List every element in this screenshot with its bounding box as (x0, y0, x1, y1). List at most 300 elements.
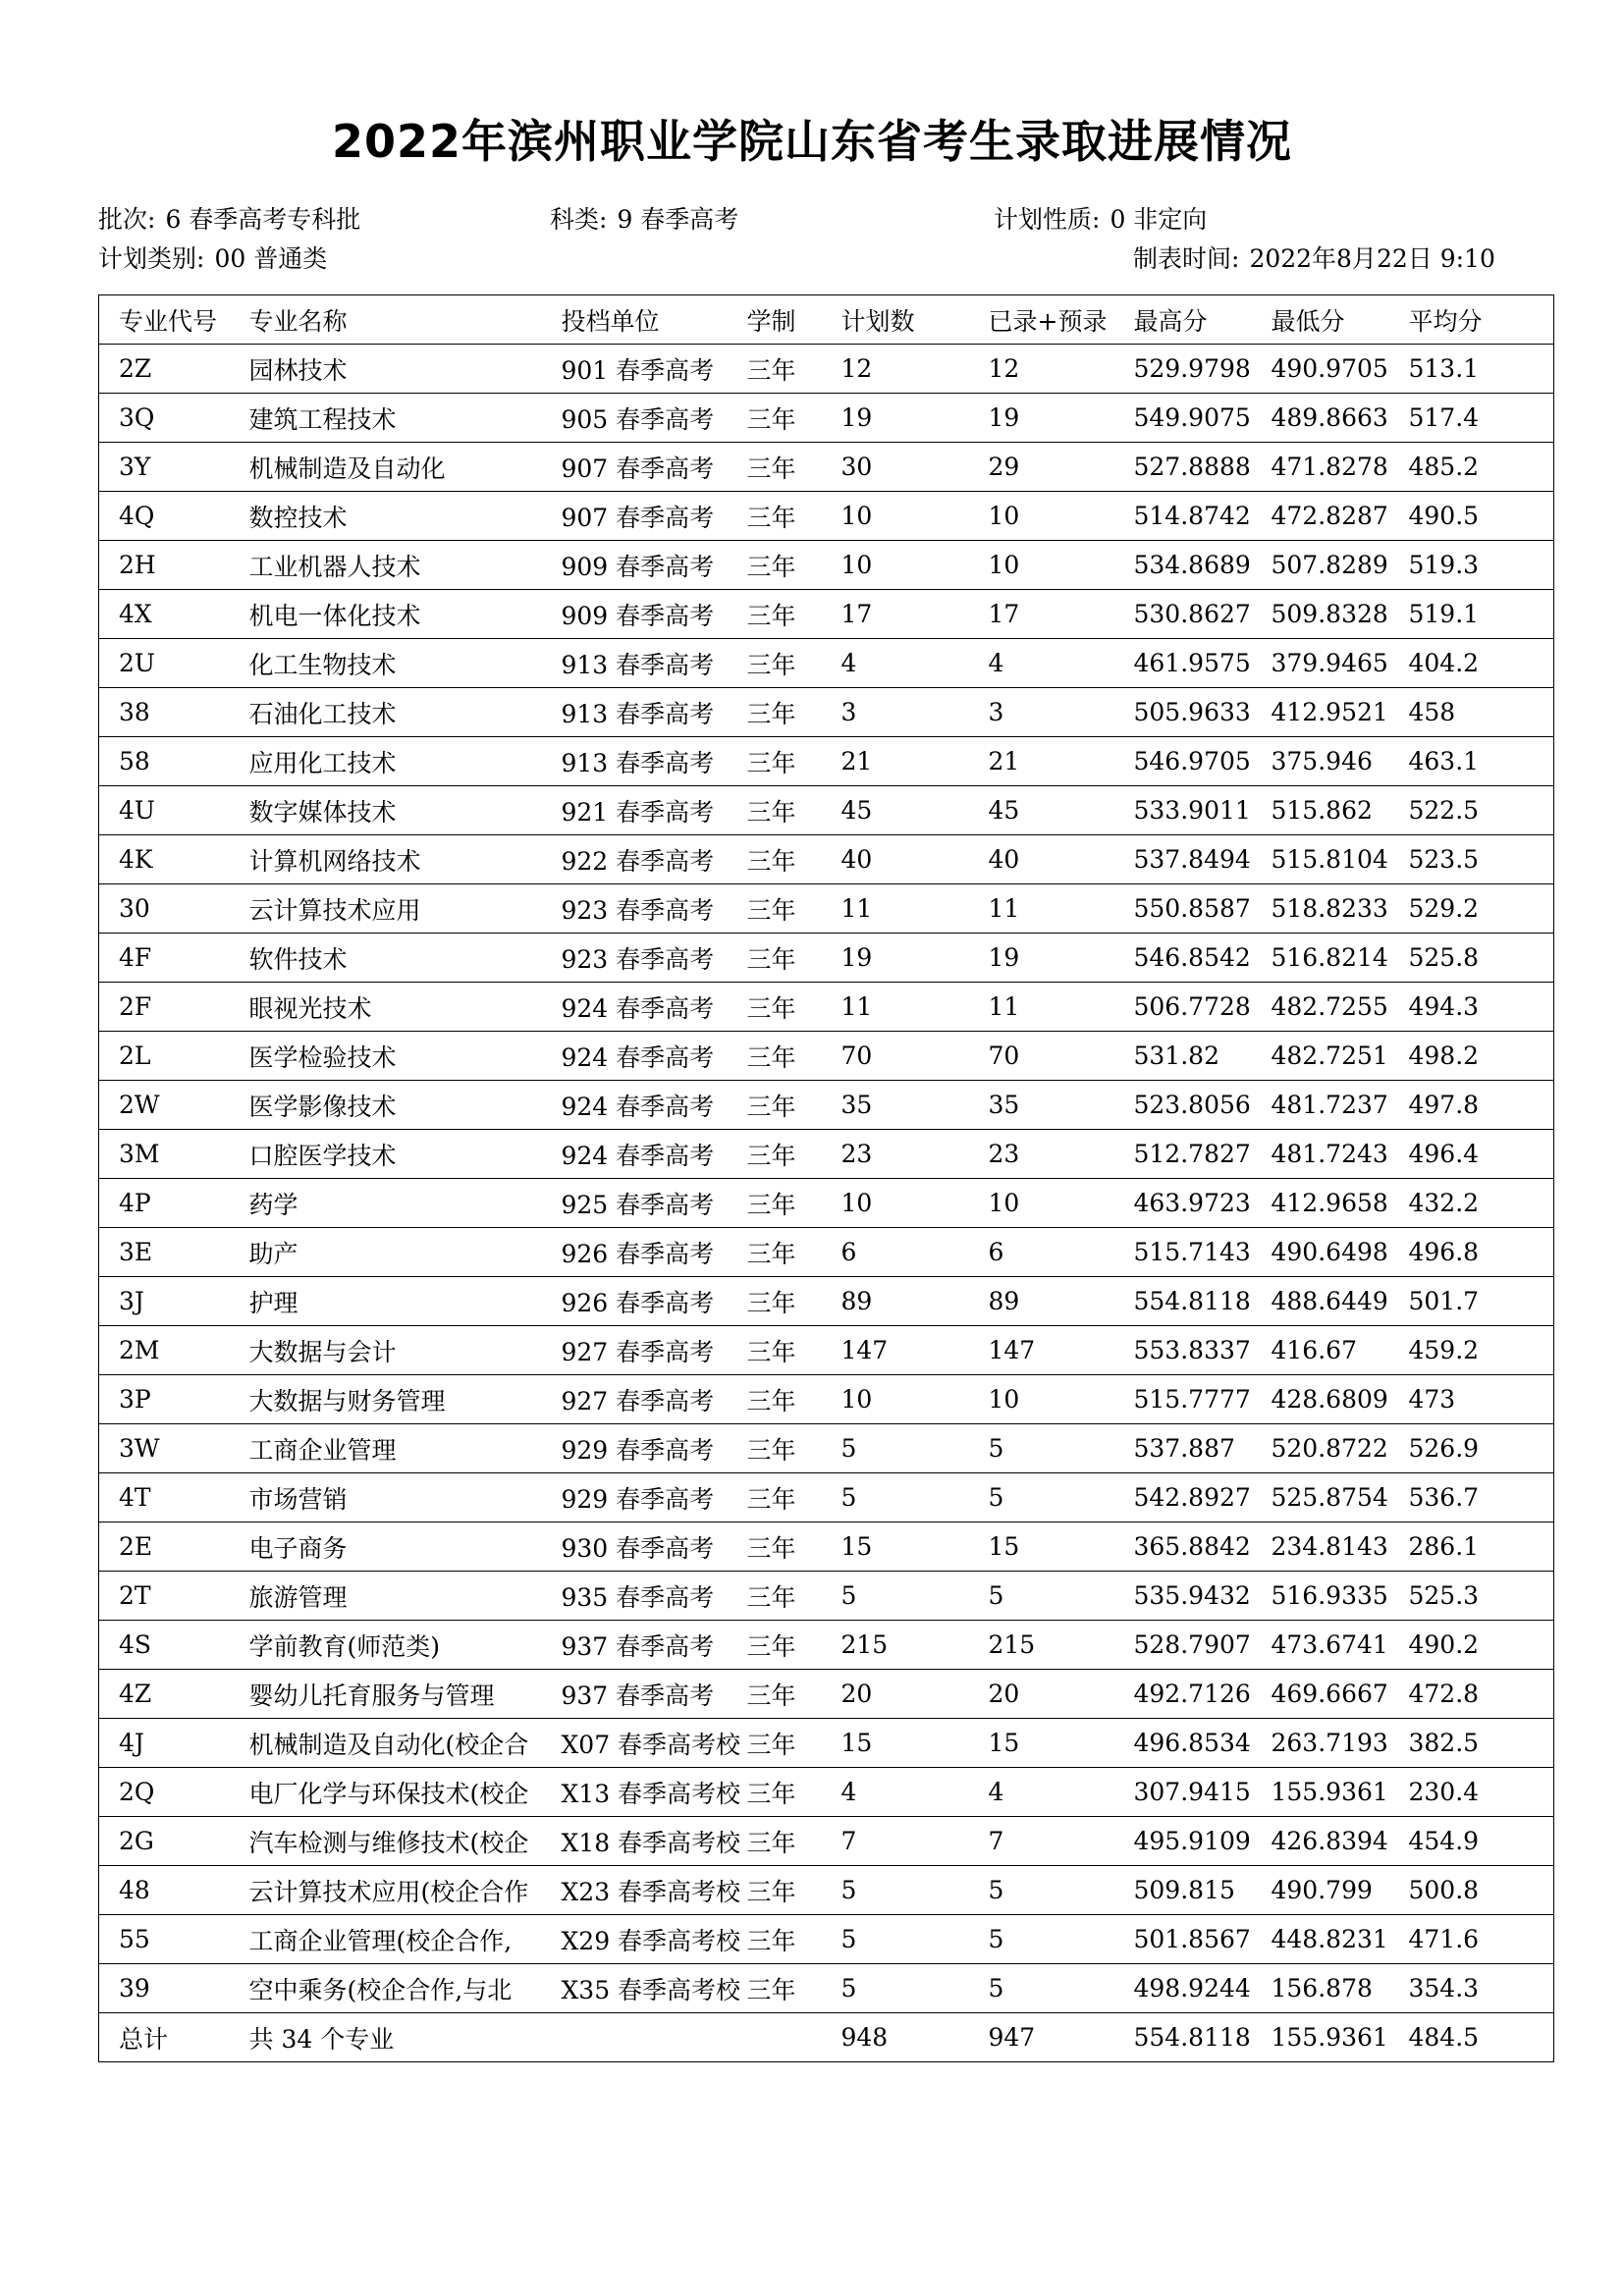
min-score-cell: 156.878 (1272, 1964, 1409, 2013)
admitted-count-cell: 45 (989, 786, 1134, 835)
table-row (99, 1866, 1554, 1915)
min-score-cell: 416.67 (1272, 1326, 1409, 1375)
header-cell: 专业名称 (238, 295, 552, 345)
min-score-cell: 379.9465 (1272, 639, 1409, 688)
max-score-cell: 549.9075 (1134, 394, 1272, 443)
max-score-cell: 554.8118 (1134, 1277, 1272, 1326)
duration-cell: 三年 (743, 1228, 841, 1277)
major-code-cell: 39 (99, 1964, 238, 2013)
plan-count-cell: 23 (841, 1130, 989, 1179)
duration-cell: 三年 (743, 1179, 841, 1228)
min-score-cell: 482.7255 (1272, 983, 1409, 1032)
plan-count-cell: 40 (841, 835, 989, 884)
unit-cell: 925 春季高考 (552, 1179, 743, 1228)
major-code-cell: 2E (99, 1522, 238, 1572)
major-name-cell: 机械制造及自动化(校企合 (238, 1719, 552, 1768)
max-score-cell: 533.9011 (1134, 786, 1272, 835)
table-row (99, 884, 1554, 934)
max-score-cell: 498.9244 (1134, 1964, 1272, 2013)
unit-cell: 924 春季高考 (552, 1032, 743, 1081)
duration-cell: 三年 (743, 1866, 841, 1915)
major-code-cell: 30 (99, 884, 238, 934)
major-name-cell: 化工生物技术 (238, 639, 552, 688)
min-score-cell: 490.9705 (1272, 345, 1409, 394)
max-score-cell: 495.9109 (1134, 1817, 1272, 1866)
min-score-cell: 515.862 (1272, 786, 1409, 835)
major-name-cell: 市场营销 (238, 1473, 552, 1522)
avg-score-cell: 496.8 (1409, 1228, 1554, 1277)
avg-score-cell: 382.5 (1409, 1719, 1554, 1768)
table-row (99, 1277, 1554, 1326)
unit-cell: 930 春季高考 (552, 1522, 743, 1572)
duration-cell: 三年 (743, 394, 841, 443)
unit-cell: 922 春季高考 (552, 835, 743, 884)
major-name-cell: 婴幼儿托育服务与管理 (238, 1670, 552, 1719)
min-score-cell: 515.8104 (1272, 835, 1409, 884)
table-row (99, 835, 1554, 884)
major-code-cell: 4F (99, 934, 238, 983)
table-row (99, 1670, 1554, 1719)
major-code-cell: 3M (99, 1130, 238, 1179)
unit-cell: X18 春季高考校 (552, 1817, 743, 1866)
duration-cell: 三年 (743, 1473, 841, 1522)
major-code-cell: 2T (99, 1572, 238, 1621)
plan-count-cell: 5 (841, 1866, 989, 1915)
plan-category-value: 00 普通类 (214, 244, 328, 273)
table-row (99, 1719, 1554, 1768)
min-score-cell: 412.9521 (1272, 688, 1409, 737)
major-code-cell: 2L (99, 1032, 238, 1081)
admitted-count-cell: 6 (989, 1228, 1134, 1277)
unit-cell: 913 春季高考 (552, 639, 743, 688)
max-score-cell: 506.7728 (1134, 983, 1272, 1032)
avg-score-cell: 496.4 (1409, 1130, 1554, 1179)
major-code-cell: 2F (99, 983, 238, 1032)
table-row (99, 786, 1554, 835)
max-score-cell: 537.887 (1134, 1424, 1272, 1473)
max-score-cell: 534.8689 (1134, 541, 1272, 590)
major-name-cell: 云计算技术应用(校企合作 (238, 1866, 552, 1915)
admitted-count-cell: 29 (989, 443, 1134, 492)
unit-cell: 913 春季高考 (552, 737, 743, 786)
avg-score-cell: 458 (1409, 688, 1554, 737)
plan-nature-label: 计划性质: (994, 205, 1101, 234)
max-score-cell: 527.8888 (1134, 443, 1272, 492)
unit-cell: 924 春季高考 (552, 1130, 743, 1179)
table-row (99, 1915, 1554, 1964)
major-code-cell: 2M (99, 1326, 238, 1375)
max-score-cell: 546.8542 (1134, 934, 1272, 983)
admitted-count-cell: 35 (989, 1081, 1134, 1130)
plan-count-cell: 5 (841, 1964, 989, 2013)
avg-score-cell: 526.9 (1409, 1424, 1554, 1473)
major-code-cell: 2U (99, 639, 238, 688)
major-name-cell: 电厂化学与环保技术(校企 (238, 1768, 552, 1817)
duration-cell: 三年 (743, 1032, 841, 1081)
unit-cell: X07 春季高考校 (552, 1719, 743, 1768)
admitted-count-cell: 5 (989, 1915, 1134, 1964)
plan-count-cell: 5 (841, 1473, 989, 1522)
plan-category-label: 计划类别: (98, 244, 205, 273)
major-code-cell: 4X (99, 590, 238, 639)
table-row (99, 1375, 1554, 1424)
duration-cell: 三年 (743, 1130, 841, 1179)
max-score-cell: 509.815 (1134, 1866, 1272, 1915)
plan-count-cell: 35 (841, 1081, 989, 1130)
max-score-cell: 537.8494 (1134, 835, 1272, 884)
unit-cell: 909 春季高考 (552, 541, 743, 590)
admitted-count-cell: 40 (989, 835, 1134, 884)
table-body (99, 345, 1554, 2013)
avg-score-cell: 354.3 (1409, 1964, 1554, 2013)
max-score-cell: 461.9575 (1134, 639, 1272, 688)
major-name-cell: 工业机器人技术 (238, 541, 552, 590)
admitted-count-cell: 5 (989, 1473, 1134, 1522)
duration-cell: 三年 (743, 1424, 841, 1473)
min-score-cell: 412.9658 (1272, 1179, 1409, 1228)
major-name-cell: 软件技术 (238, 934, 552, 983)
admitted-count-cell: 10 (989, 541, 1134, 590)
admitted-count-cell: 12 (989, 345, 1134, 394)
min-score-cell: 469.6667 (1272, 1670, 1409, 1719)
major-name-cell: 石油化工技术 (238, 688, 552, 737)
avg-score-cell: 494.3 (1409, 983, 1554, 1032)
major-code-cell: 38 (99, 688, 238, 737)
major-name-cell: 医学影像技术 (238, 1081, 552, 1130)
duration-cell: 三年 (743, 934, 841, 983)
admitted-count-cell: 20 (989, 1670, 1134, 1719)
table-row (99, 1179, 1554, 1228)
table-row (99, 541, 1554, 590)
major-code-cell: 4Z (99, 1670, 238, 1719)
table-row (99, 983, 1554, 1032)
major-code-cell: 4P (99, 1179, 238, 1228)
major-code-cell: 3E (99, 1228, 238, 1277)
plan-count-cell: 10 (841, 1179, 989, 1228)
unit-cell: 935 春季高考 (552, 1572, 743, 1621)
subject-label: 科类: (550, 205, 608, 234)
total-plan-count: 948 (841, 2013, 989, 2062)
min-score-cell: 471.8278 (1272, 443, 1409, 492)
unit-cell: X23 春季高考校 (552, 1866, 743, 1915)
generated-time-label: 制表时间: (1133, 244, 1240, 273)
min-score-cell: 375.946 (1272, 737, 1409, 786)
unit-cell: 927 春季高考 (552, 1375, 743, 1424)
duration-cell: 三年 (743, 983, 841, 1032)
avg-score-cell: 473 (1409, 1375, 1554, 1424)
plan-count-cell: 12 (841, 345, 989, 394)
duration-cell: 三年 (743, 1522, 841, 1572)
plan-count-cell: 70 (841, 1032, 989, 1081)
max-score-cell: 542.8927 (1134, 1473, 1272, 1522)
major-code-cell: 4K (99, 835, 238, 884)
major-name-cell: 口腔医学技术 (238, 1130, 552, 1179)
major-name-cell: 电子商务 (238, 1522, 552, 1572)
min-score-cell: 482.7251 (1272, 1032, 1409, 1081)
avg-score-cell: 513.1 (1409, 345, 1554, 394)
table-row (99, 1424, 1554, 1473)
admitted-count-cell: 89 (989, 1277, 1134, 1326)
header-cell: 专业代号 (99, 295, 238, 345)
table-row (99, 688, 1554, 737)
avg-score-cell: 500.8 (1409, 1866, 1554, 1915)
major-name-cell: 工商企业管理 (238, 1424, 552, 1473)
major-name-cell: 医学检验技术 (238, 1032, 552, 1081)
header-cell: 学制 (743, 295, 841, 345)
admitted-count-cell: 215 (989, 1621, 1134, 1670)
major-name-cell: 数字媒体技术 (238, 786, 552, 835)
major-name-cell: 机电一体化技术 (238, 590, 552, 639)
min-score-cell: 448.8231 (1272, 1915, 1409, 1964)
batch-value: 6 春季高考专科批 (165, 205, 361, 234)
subject-info (550, 200, 738, 236)
unit-cell: 907 春季高考 (552, 492, 743, 541)
plan-count-cell: 21 (841, 737, 989, 786)
avg-score-cell: 485.2 (1409, 443, 1554, 492)
avg-score-cell: 525.3 (1409, 1572, 1554, 1621)
admitted-count-cell: 10 (989, 1375, 1134, 1424)
duration-cell: 三年 (743, 1670, 841, 1719)
generated-time-info (1133, 240, 1495, 275)
duration-cell: 三年 (743, 688, 841, 737)
major-code-cell: 4J (99, 1719, 238, 1768)
duration-cell: 三年 (743, 1621, 841, 1670)
admitted-count-cell: 17 (989, 590, 1134, 639)
plan-count-cell: 10 (841, 1375, 989, 1424)
avg-score-cell: 432.2 (1409, 1179, 1554, 1228)
max-score-cell: 515.7143 (1134, 1228, 1272, 1277)
avg-score-cell: 490.5 (1409, 492, 1554, 541)
duration-cell: 三年 (743, 1768, 841, 1817)
major-code-cell: 58 (99, 737, 238, 786)
table-row (99, 394, 1554, 443)
plan-count-cell: 215 (841, 1621, 989, 1670)
min-score-cell: 518.8233 (1272, 884, 1409, 934)
duration-cell: 三年 (743, 1817, 841, 1866)
admitted-count-cell: 4 (989, 1768, 1134, 1817)
avg-score-cell: 286.1 (1409, 1522, 1554, 1572)
unit-cell: 921 春季高考 (552, 786, 743, 835)
avg-score-cell: 529.2 (1409, 884, 1554, 934)
total-major-count: 共 34 个专业 (238, 2013, 552, 2062)
plan-count-cell: 20 (841, 1670, 989, 1719)
duration-cell: 三年 (743, 1915, 841, 1964)
avg-score-cell: 525.8 (1409, 934, 1554, 983)
max-score-cell: 463.9723 (1134, 1179, 1272, 1228)
major-code-cell: 2G (99, 1817, 238, 1866)
major-name-cell: 园林技术 (238, 345, 552, 394)
min-score-cell: 488.6449 (1272, 1277, 1409, 1326)
max-score-cell: 530.8627 (1134, 590, 1272, 639)
max-score-cell: 512.7827 (1134, 1130, 1272, 1179)
max-score-cell: 529.9798 (1134, 345, 1272, 394)
admitted-count-cell: 7 (989, 1817, 1134, 1866)
admitted-count-cell: 4 (989, 639, 1134, 688)
table-header-row (99, 295, 1554, 345)
major-name-cell: 空中乘务(校企合作,与北 (238, 1964, 552, 2013)
max-score-cell: 501.8567 (1134, 1915, 1272, 1964)
total-cell (552, 2013, 743, 2062)
major-name-cell: 计算机网络技术 (238, 835, 552, 884)
total-admitted-count: 947 (989, 2013, 1134, 2062)
table-row (99, 1228, 1554, 1277)
avg-score-cell: 501.7 (1409, 1277, 1554, 1326)
avg-score-cell: 522.5 (1409, 786, 1554, 835)
min-score-cell: 473.6741 (1272, 1621, 1409, 1670)
unit-cell: X29 春季高考校 (552, 1915, 743, 1964)
unit-cell: 913 春季高考 (552, 688, 743, 737)
total-label: 总计 (99, 2013, 238, 2062)
plan-count-cell: 19 (841, 934, 989, 983)
duration-cell: 三年 (743, 639, 841, 688)
avg-score-cell: 498.2 (1409, 1032, 1554, 1081)
header-cell: 投档单位 (552, 295, 743, 345)
major-name-cell: 药学 (238, 1179, 552, 1228)
unit-cell: 905 春季高考 (552, 394, 743, 443)
max-score-cell: 496.8534 (1134, 1719, 1272, 1768)
min-score-cell: 509.8328 (1272, 590, 1409, 639)
avg-score-cell: 463.1 (1409, 737, 1554, 786)
max-score-cell: 365.8842 (1134, 1522, 1272, 1572)
major-code-cell: 3J (99, 1277, 238, 1326)
min-score-cell: 155.9361 (1272, 1768, 1409, 1817)
table-row (99, 443, 1554, 492)
admitted-count-cell: 3 (989, 688, 1134, 737)
duration-cell: 三年 (743, 1326, 841, 1375)
unit-cell: 929 春季高考 (552, 1424, 743, 1473)
major-name-cell: 工商企业管理(校企合作, (238, 1915, 552, 1964)
duration-cell: 三年 (743, 443, 841, 492)
major-name-cell: 数控技术 (238, 492, 552, 541)
unit-cell: 923 春季高考 (552, 884, 743, 934)
major-name-cell: 护理 (238, 1277, 552, 1326)
table-row (99, 737, 1554, 786)
max-score-cell: 550.8587 (1134, 884, 1272, 934)
plan-category-info (98, 240, 327, 275)
total-avg-score: 484.5 (1409, 2013, 1554, 2062)
duration-cell: 三年 (743, 835, 841, 884)
total-max-score: 554.8118 (1134, 2013, 1272, 2062)
major-name-cell: 眼视光技术 (238, 983, 552, 1032)
avg-score-cell: 497.8 (1409, 1081, 1554, 1130)
avg-score-cell: 517.4 (1409, 394, 1554, 443)
min-score-cell: 520.8722 (1272, 1424, 1409, 1473)
max-score-cell: 523.8056 (1134, 1081, 1272, 1130)
admitted-count-cell: 10 (989, 492, 1134, 541)
table-row (99, 492, 1554, 541)
min-score-cell: 428.6809 (1272, 1375, 1409, 1424)
duration-cell: 三年 (743, 345, 841, 394)
unit-cell: 909 春季高考 (552, 590, 743, 639)
avg-score-cell: 536.7 (1409, 1473, 1554, 1522)
table-row (99, 639, 1554, 688)
plan-count-cell: 19 (841, 394, 989, 443)
generated-time-value: 2022年8月22日 9:10 (1249, 244, 1495, 273)
plan-nature-info (994, 200, 1207, 236)
min-score-cell: 234.8143 (1272, 1522, 1409, 1572)
avg-score-cell: 490.2 (1409, 1621, 1554, 1670)
plan-count-cell: 45 (841, 786, 989, 835)
major-code-cell: 4T (99, 1473, 238, 1522)
major-name-cell: 助产 (238, 1228, 552, 1277)
table-row (99, 1572, 1554, 1621)
subject-value: 9 春季高考 (617, 205, 739, 234)
duration-cell: 三年 (743, 1572, 841, 1621)
major-code-cell: 2W (99, 1081, 238, 1130)
major-name-cell: 旅游管理 (238, 1572, 552, 1621)
admitted-count-cell: 19 (989, 394, 1134, 443)
unit-cell: 924 春季高考 (552, 1081, 743, 1130)
avg-score-cell: 404.2 (1409, 639, 1554, 688)
admitted-count-cell: 11 (989, 884, 1134, 934)
max-score-cell: 505.9633 (1134, 688, 1272, 737)
table-row (99, 1130, 1554, 1179)
major-code-cell: 2Q (99, 1768, 238, 1817)
max-score-cell: 546.9705 (1134, 737, 1272, 786)
min-score-cell: 490.6498 (1272, 1228, 1409, 1277)
duration-cell: 三年 (743, 590, 841, 639)
header-cell: 最低分 (1272, 295, 1409, 345)
plan-count-cell: 6 (841, 1228, 989, 1277)
plan-count-cell: 30 (841, 443, 989, 492)
unit-cell: 937 春季高考 (552, 1621, 743, 1670)
min-score-cell: 507.8289 (1272, 541, 1409, 590)
min-score-cell: 481.7243 (1272, 1130, 1409, 1179)
plan-count-cell: 11 (841, 983, 989, 1032)
table-row (99, 1768, 1554, 1817)
total-cell (743, 2013, 841, 2062)
avg-score-cell: 519.3 (1409, 541, 1554, 590)
major-code-cell: 4S (99, 1621, 238, 1670)
unit-cell: 901 春季高考 (552, 345, 743, 394)
min-score-cell: 263.7193 (1272, 1719, 1409, 1768)
min-score-cell: 489.8663 (1272, 394, 1409, 443)
table-row (99, 1081, 1554, 1130)
avg-score-cell: 471.6 (1409, 1915, 1554, 1964)
major-code-cell: 4Q (99, 492, 238, 541)
min-score-cell: 490.799 (1272, 1866, 1409, 1915)
admitted-count-cell: 5 (989, 1424, 1134, 1473)
max-score-cell: 528.7907 (1134, 1621, 1272, 1670)
admission-table (98, 294, 1554, 2062)
table-row (99, 1326, 1554, 1375)
unit-cell: 937 春季高考 (552, 1670, 743, 1719)
major-code-cell: 3Y (99, 443, 238, 492)
header-cell: 平均分 (1409, 295, 1554, 345)
admitted-count-cell: 5 (989, 1572, 1134, 1621)
duration-cell: 三年 (743, 1964, 841, 2013)
plan-count-cell: 17 (841, 590, 989, 639)
major-name-cell: 建筑工程技术 (238, 394, 552, 443)
max-score-cell: 492.7126 (1134, 1670, 1272, 1719)
major-code-cell: 3P (99, 1375, 238, 1424)
max-score-cell: 514.8742 (1134, 492, 1272, 541)
total-min-score: 155.9361 (1272, 2013, 1409, 2062)
admitted-count-cell: 19 (989, 934, 1134, 983)
unit-cell: X35 春季高考校 (552, 1964, 743, 2013)
min-score-cell: 472.8287 (1272, 492, 1409, 541)
major-code-cell: 2H (99, 541, 238, 590)
major-code-cell: 48 (99, 1866, 238, 1915)
duration-cell: 三年 (743, 1081, 841, 1130)
avg-score-cell: 472.8 (1409, 1670, 1554, 1719)
major-name-cell: 机械制造及自动化 (238, 443, 552, 492)
unit-cell: 926 春季高考 (552, 1277, 743, 1326)
avg-score-cell: 230.4 (1409, 1768, 1554, 1817)
unit-cell: 926 春季高考 (552, 1228, 743, 1277)
table-row (99, 345, 1554, 394)
duration-cell: 三年 (743, 884, 841, 934)
